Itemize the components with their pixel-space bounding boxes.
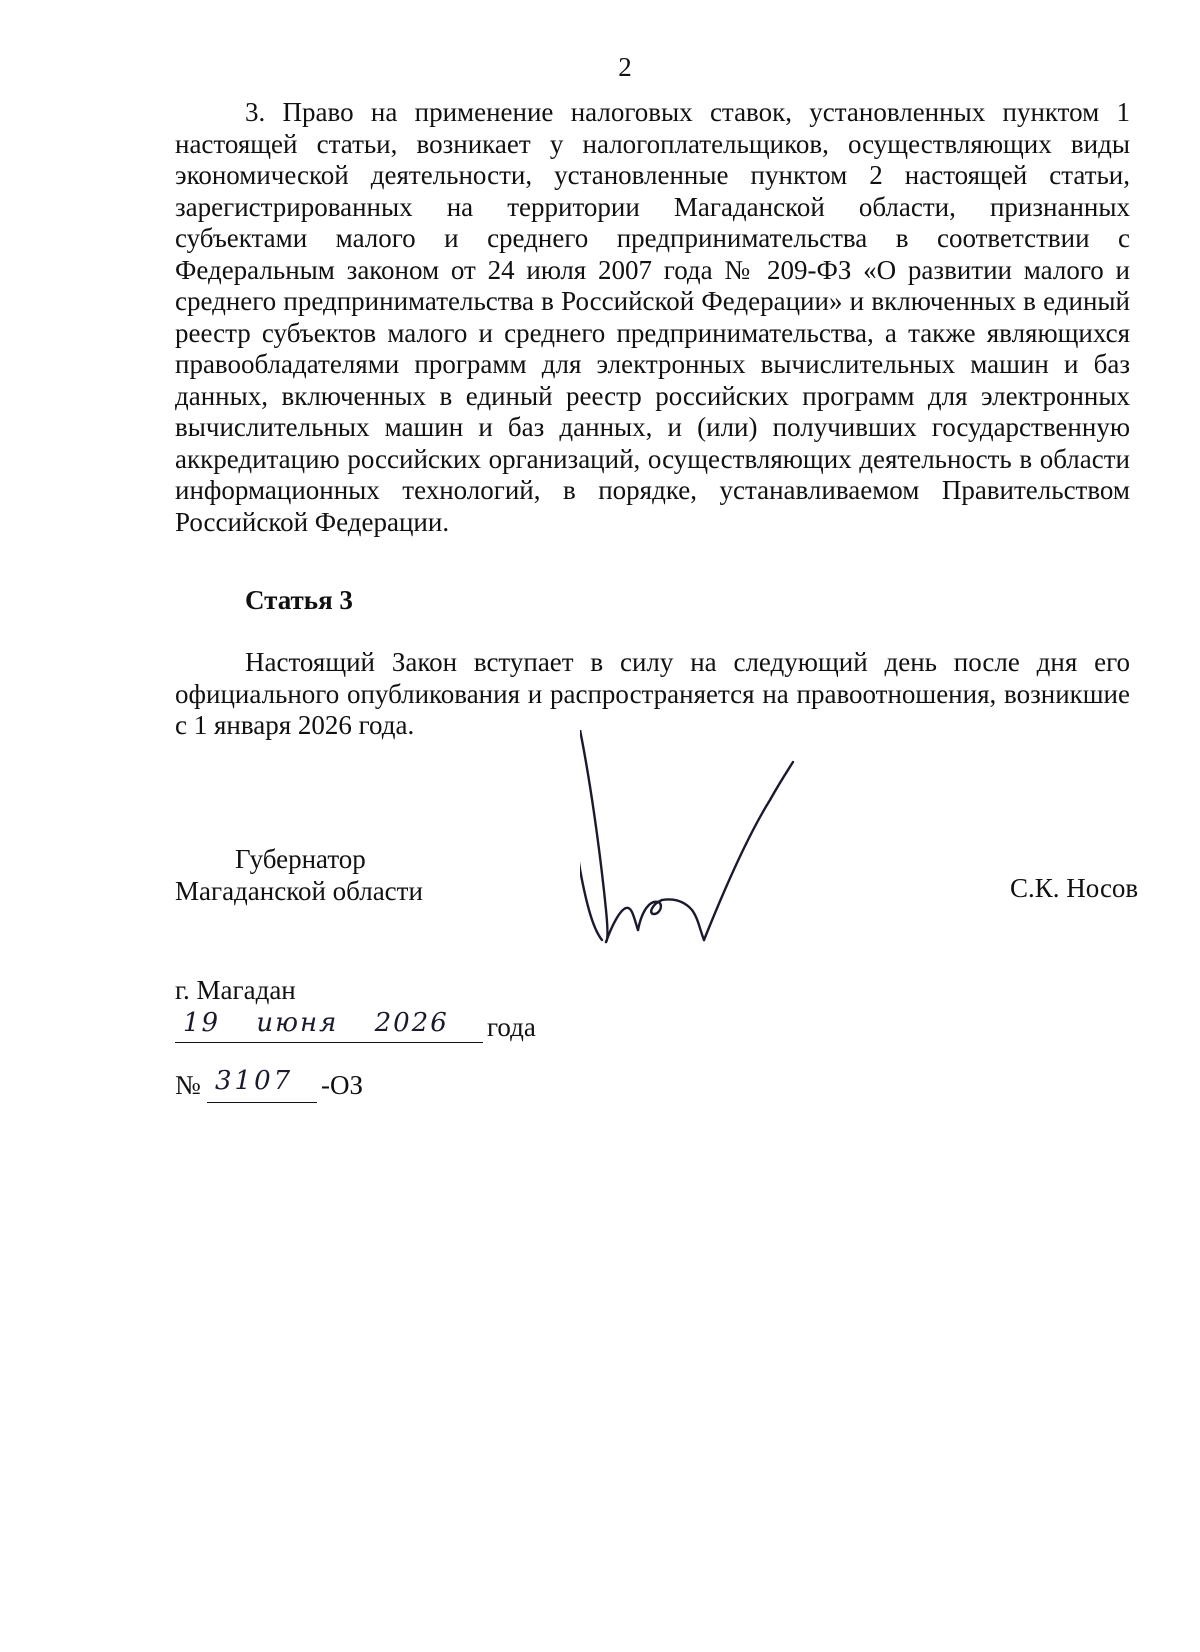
handwritten-signature-icon — [580, 730, 840, 970]
date-handwritten: 19 июня 2026 — [183, 1008, 449, 1038]
number-suffix: -ОЗ — [321, 1070, 364, 1100]
signatory-name: С.К. Носов — [1010, 873, 1139, 903]
page-number: 2 — [618, 52, 632, 82]
signatory-title-line1: Губернатор — [235, 844, 366, 874]
date-suffix: года — [487, 1012, 536, 1042]
number-sign: № — [175, 1070, 201, 1100]
number-handwritten: 3107 — [215, 1066, 294, 1096]
article3-heading: Статья 3 — [245, 585, 353, 615]
signatory-title — [175, 843, 423, 907]
signatory-title-line2: Магаданской области — [175, 876, 423, 906]
article2-paragraph3: 3. Право на применение налоговых ставок, установленных пунктом 1 настоящей статьи, возникает у налогоплательщиков, осуществляющих виды экономической деятельности, установленные пунктом 2 настоящей статьи, зарегистрированных на территории Магаданской области, признанных субъектами малого и среднего предпринимательства в соответствии с Федеральным законом от 24 июля 2007 года № 209-ФЗ «О развитии малого и среднего предпринимательства в Российской Федерации» и включенных в единый реестр субъектов малого и среднего предпринимательства, а также являющихся правообладателями программ для электронных вычислительных машин и баз данных, включенных в единый реестр российских программ для электронных вычислительных машин и баз данных, и (или) получивших государственную аккредитацию российских организаций, осуществляющих деятельность в области информационных технологий, в порядке, устанавливаемом Правительством Российской Федерации. — [175, 97, 1130, 537]
place-of-signing: г. Магадан — [175, 975, 296, 1005]
article3-text: Настоящий Закон вступает в силу на следующий день после дня его официального опубликования и распространяется на правоотношения, возникшие с 1 января 2026 года. — [175, 647, 1130, 740]
